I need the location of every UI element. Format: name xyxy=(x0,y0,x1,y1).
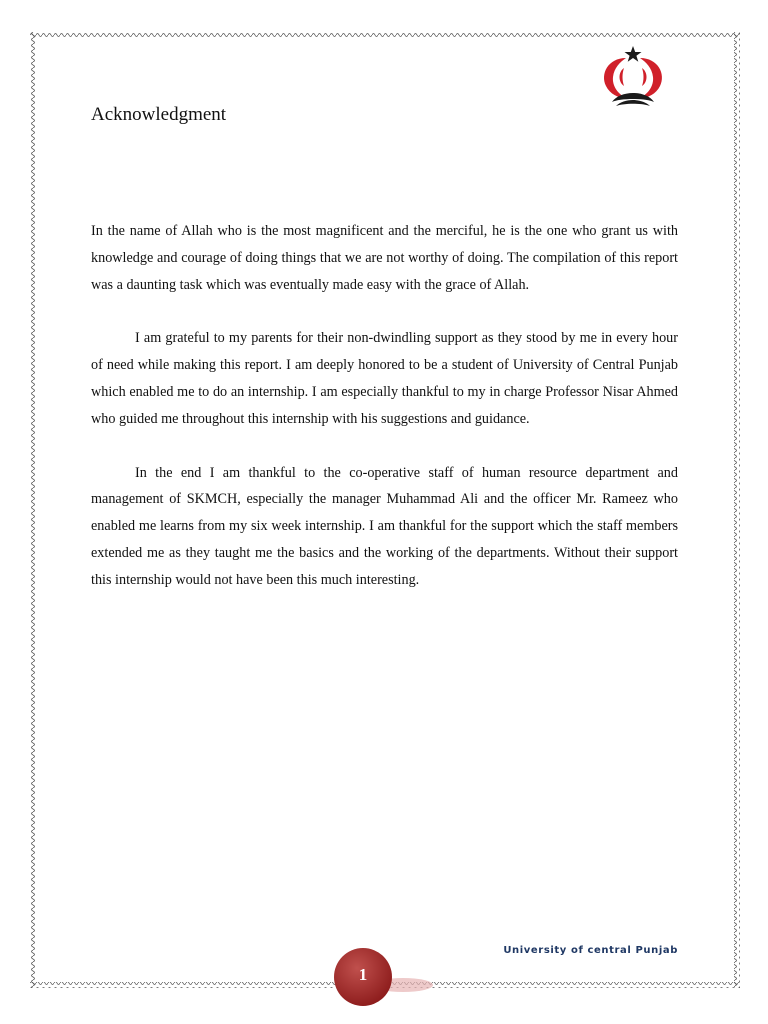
paragraph-1: In the name of Allah who is the most magnificent and the merciful, he is the one who grant us with knowledge and courage of doing things that we are not worthy of doing. The compilation of this report was a daunting task which was eventually made easy with the grace of Allah. xyxy=(91,223,678,293)
footer-institution: University of central Punjab xyxy=(503,945,678,956)
acknowledgment-body xyxy=(91,218,678,621)
page-number: 1 xyxy=(358,965,368,984)
paragraph-3: In the end I am thankful to the co-operative staff of human resource department and management of SKMCH, especially the manager Muhammad Ali and the officer Mr. Rameez who enabled me learns from my six week internship. I am thankful for the support which the staff members extended me as they taught me the basics and the working of the departments. Without their support this internship would not have been this much interesting. xyxy=(91,464,678,588)
hospital-logo-icon xyxy=(596,44,670,110)
paragraph-2: I am grateful to my parents for their non-dwindling support as they stood by me in every hour of need while making this report. I am deeply honored to be a student of University of Central Punjab which enabled me to do an internship. I am especially thankful to my in charge Professor Nisar Ahmed who guided me throughout this internship with his suggestions and guidance. xyxy=(91,330,678,427)
page-title: Acknowledgment xyxy=(91,104,227,125)
